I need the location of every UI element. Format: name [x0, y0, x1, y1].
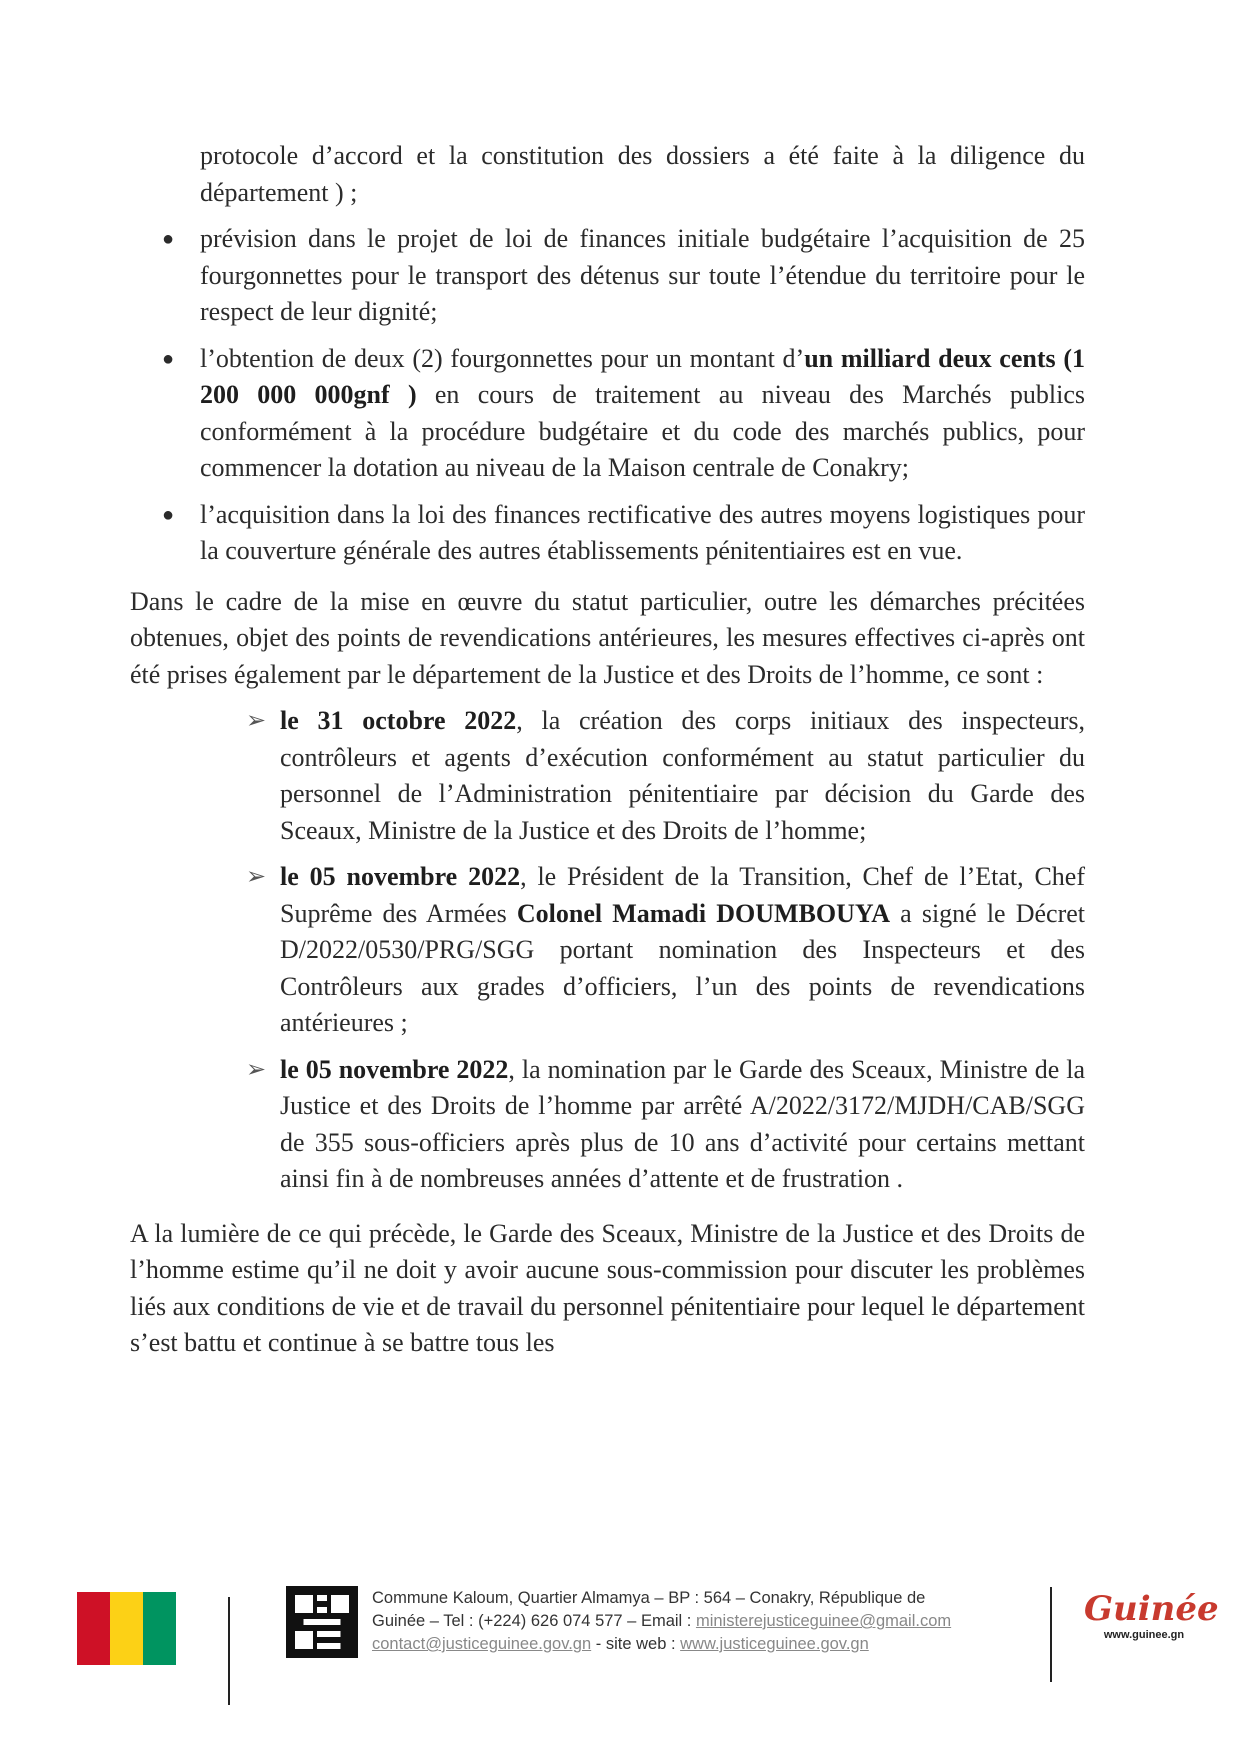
- intro-continuation: protocole d’accord et la constitution des dossiers a été faite à la diligence du département ) ;: [200, 141, 1085, 207]
- document-body: [130, 138, 1085, 1362]
- paragraph-conclusion: A la lumière de ce qui précède, le Garde des Sceaux, Ministre de la Justice et des Droits de l’homme estime qu’il ne doit y avoir aucune sous-commission pour discuter les problèmes liés aux conditions de vie et de travail du personnel pénitentiaire pour lequel le département s’est battu et continue à se battre tous les: [130, 1218, 1085, 1357]
- bullet-icon: ●: [162, 347, 175, 370]
- footer-divider: [228, 1597, 230, 1705]
- bullet-icon: ●: [162, 228, 175, 250]
- website-label: - site web :: [591, 1635, 681, 1653]
- footer-divider: [1050, 1587, 1052, 1682]
- arrow-item-text-a: , le Président de la Transition, Chef de l’Etat, Chef Suprême des Armées: [280, 862, 1085, 928]
- arrow-item-1: [246, 703, 1085, 849]
- qr-code-icon[interactable]: [286, 1586, 358, 1658]
- bullet-item-3: [162, 497, 1085, 570]
- guinea-flag-icon: [77, 1592, 176, 1665]
- address-phone: Guinée – Tel : (+224) 626 074 577 – Email :: [372, 1612, 696, 1630]
- arrow-bullet-icon: ➢: [246, 708, 267, 734]
- bullet-amount: un milliard deux cents (1 200 000 000gnf ): [200, 343, 1085, 409]
- arrow-item-text-b: a signé le Décret D/2022/0530/PRG/SGG portant nomination des Inspecteurs et des Contrôleurs aux grades d’officiers, l’un des points de revendications antérieures ;: [280, 898, 1085, 1037]
- flag-green-stripe: [143, 1592, 176, 1665]
- bullet-text-pre: l’obtention de deux (2) fourgonnettes pour un montant d’: [200, 343, 805, 373]
- bullet-text: l’acquisition dans la loi des finances rectificative des autres moyens logistiques pour la couverture générale des autres établissements pénitentiaires est en vue.: [200, 499, 1085, 565]
- brand-url: www.guinee.gn: [1103, 1629, 1185, 1641]
- brand-logo-text: Guinée: [1084, 1589, 1219, 1629]
- arrow-item-date: le 05 novembre 2022: [280, 1054, 509, 1084]
- arrow-bullet-icon: ➢: [246, 1056, 267, 1083]
- bullet-item-2: [162, 341, 1085, 487]
- bullet-text: prévision dans le projet de loi de finances initiale budgétaire l’acquisition de 25 fourgonnettes pour le transport des détenus sur toute l’étendue du territoire pour le respect de leur dignité;: [200, 224, 1085, 326]
- bullet-text-post: en cours de traitement au niveau des Marchés publics conformément à la procédure budgétaire et du code des marchés publics, pour commencer la dotation au niveau de la Maison centrale de Conakry;: [200, 380, 1085, 482]
- address-line-2: [372, 1610, 1022, 1633]
- guinee-brand-logo[interactable]: [1084, 1589, 1219, 1641]
- bullet-item-1: [162, 221, 1085, 331]
- website-link[interactable]: www.justiceguinee.gov.gn: [680, 1635, 869, 1653]
- paragraph-statut-particulier: Dans le cadre de la mise en œuvre du statut particulier, outre les démarches précitées obtenues, objet des points de revendications antérieures, les mesures effectives ci-après ont été prises également par le département de la Justice et des Droits de l’homme, ce sont :: [130, 586, 1085, 689]
- arrow-item-date: le 05 novembre 2022: [280, 862, 521, 891]
- page-footer: [0, 1585, 1242, 1705]
- email-link-1[interactable]: ministerejusticeguinee@gmail.com: [695, 1612, 952, 1630]
- arrow-item-text: , la nomination par le Garde des Sceaux, Ministre de la Justice et des Droits de l’homme par arrêté A/2022/3172/MJDH/CAB/SGG de 355 sous-officiers après plus de 10 ans d’activité pour certains mettant ainsi fin à de nombreuses années d’attente et de frustration .: [280, 1054, 1085, 1193]
- email-link-2[interactable]: contact@justiceguinee.gov.gn: [372, 1635, 592, 1653]
- address-line-3: [372, 1633, 1022, 1656]
- flag-red-stripe: [77, 1592, 110, 1665]
- arrow-item-2: [246, 859, 1085, 1042]
- arrow-item-text: , la création des corps initiaux des inspecteurs, contrôleurs et agents d’exécution conformément au statut particulier du personnel de l’Administration pénitentiaire par décision du Garde des Sceaux, Ministre de la Justice et des Droits de l’homme;: [280, 706, 1085, 845]
- flag-yellow-stripe: [110, 1592, 143, 1665]
- address-line-1: Commune Kaloum, Quartier Almamya – BP : 564 – Conakry, République de: [372, 1589, 926, 1607]
- arrow-item-date: le 31 octobre 2022: [280, 706, 517, 735]
- arrow-item-3: [246, 1052, 1085, 1198]
- arrow-item-name: Colonel Mamadi DOUMBOUYA: [516, 898, 891, 928]
- arrow-bullet-icon: ➢: [246, 864, 267, 890]
- bullet-icon: ●: [162, 503, 175, 526]
- footer-address: [372, 1587, 1022, 1656]
